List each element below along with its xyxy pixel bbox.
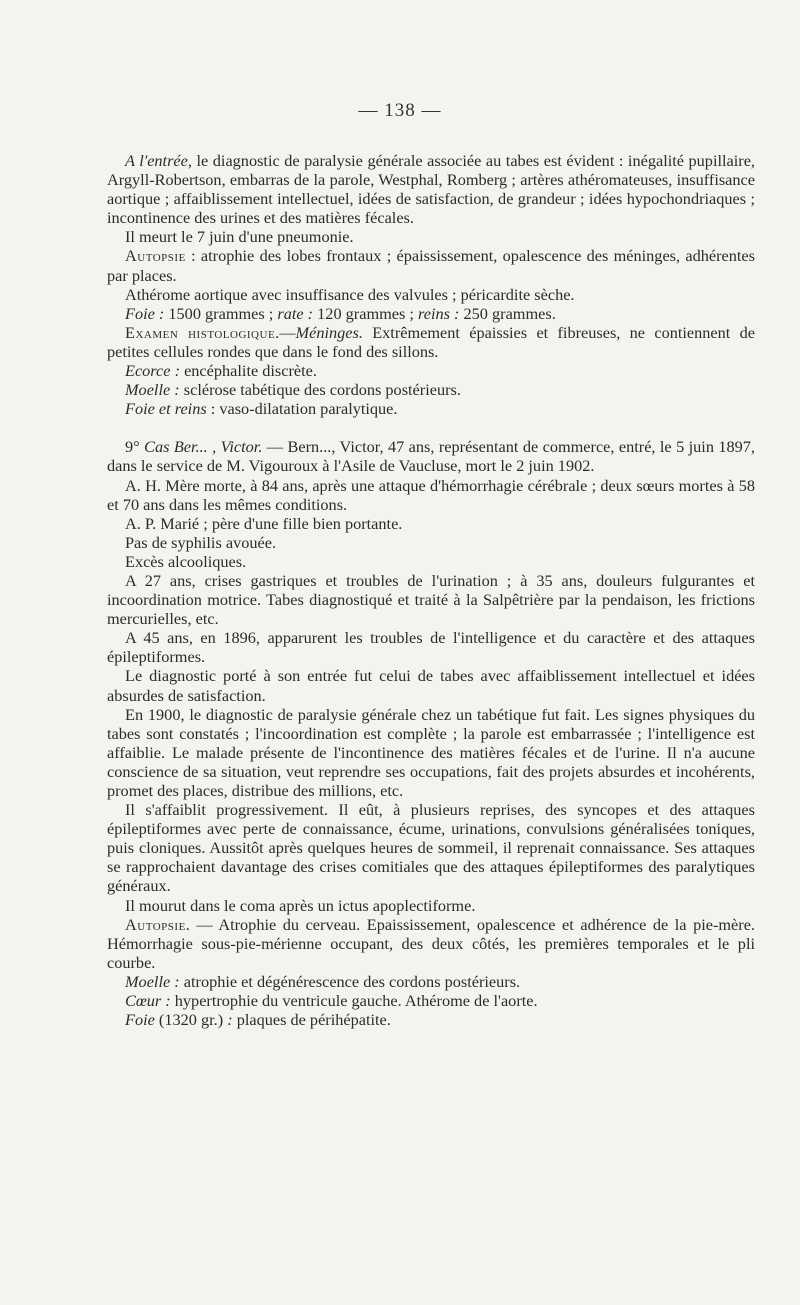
text-run: encéphalite discrète. bbox=[180, 361, 317, 381]
paragraph-p8 bbox=[107, 380, 755, 399]
text-run: hypertrophie du ventricule gauche. Athérome de l'aorte. bbox=[170, 991, 538, 1011]
italic-text: reins : bbox=[418, 303, 460, 323]
paragraph-p11 bbox=[107, 476, 755, 514]
paragraph-p2 bbox=[107, 227, 755, 246]
text-run: . — Atrophie du cerveau. Epaississement, opalescence et adhérence de la pie-mère. Hémorrhagie sous-pie-mérienne occupant, des deux côtés, les premières temporales et le pli courbe. bbox=[107, 914, 755, 972]
text-run: Excès alcooliques. bbox=[125, 551, 247, 571]
paragraph-p12 bbox=[107, 514, 755, 533]
paragraph-p16 bbox=[107, 628, 755, 666]
paragraph-p10 bbox=[107, 437, 755, 475]
paragraph-p24 bbox=[107, 1010, 755, 1029]
text-run: Le diagnostic porté à son entrée fut celui de tabes avec affaiblissement intellectuel et idées absurdes de satisfaction. bbox=[107, 666, 755, 705]
body-text bbox=[107, 151, 755, 1029]
text-run: 1500 grammes ; bbox=[164, 303, 278, 323]
paragraph-p22 bbox=[107, 972, 755, 991]
text-run: A. P. Marié ; père d'une fille bien portante. bbox=[125, 513, 403, 533]
italic-text: A l'entrée, bbox=[125, 151, 192, 170]
italic-text: : bbox=[227, 1010, 233, 1030]
text-run: — Bern..., Victor, 47 ans, représentant de commerce, entré, le 5 juin 1897, dans le service de M. Vigouroux à l'Asile de Vaucluse, mort le 2 juin 1902. bbox=[107, 437, 756, 476]
paragraph-p3 bbox=[107, 246, 755, 284]
paragraph-p21 bbox=[107, 915, 755, 972]
paragraph-p13 bbox=[107, 533, 755, 552]
paragraph-p4 bbox=[107, 285, 755, 304]
text-run: sclérose tabétique des cordons postérieurs. bbox=[179, 380, 461, 400]
italic-text: Foie et reins bbox=[125, 399, 207, 419]
text-run: : vaso-dilatation paralytique. bbox=[206, 399, 398, 419]
small-caps-heading: Examen histologique bbox=[125, 322, 276, 342]
text-run: 120 grammes ; bbox=[313, 303, 418, 323]
text-run: En 1900, le diagnostic de paralysie générale chez un tabétique fut fait. Les signes physiques du tabes sont constatés ; l'incoordination est complète ; la parole est embarrassée ; l'intelligence est affaiblie. Le malade présente de l'incontinence des matières fécales et de l'urine. Il n'a aucune conscience de sa situation, veut reprendre ses occupations, fait des projets absurdes et incohérents, promet des places, distribue des millions, etc. bbox=[107, 704, 755, 800]
paragraph-p6 bbox=[107, 323, 755, 361]
paragraph-p1 bbox=[107, 151, 755, 227]
small-caps-heading: Autopsie bbox=[125, 914, 186, 934]
text-run: Extrêmement épaissies et fibreuses, ne contiennent de petites cellules rondes que dans le fond des sillons. bbox=[107, 322, 755, 361]
text-run: Il meurt le 7 juin d'une pneumonie. bbox=[125, 227, 354, 247]
text-run: plaques de périhépatite. bbox=[232, 1010, 391, 1030]
small-caps-heading: Autopsie bbox=[125, 246, 186, 266]
text-run: Il mourut dans le coma après un ictus apoplectiforme. bbox=[125, 895, 476, 915]
italic-text: rate : bbox=[277, 303, 314, 323]
paragraph-p14 bbox=[107, 552, 755, 571]
italic-text: Cœur : bbox=[125, 991, 171, 1011]
paragraph-p18 bbox=[107, 705, 755, 800]
paragraph-p5 bbox=[107, 304, 755, 323]
text-run: : atrophie des lobes frontaux ; épaississement, opalescence des méninges, adhérentes par places. bbox=[107, 246, 755, 285]
italic-text: Ecorce : bbox=[125, 361, 180, 381]
text-run: 250 grammes. bbox=[459, 303, 556, 323]
italic-text: Cas Ber... , Victor. bbox=[144, 437, 263, 457]
text-run: Pas de syphilis avouée. bbox=[125, 532, 277, 552]
text-run: atrophie et dégénérescence des cordons postérieurs. bbox=[179, 971, 521, 991]
text-run: le diagnostic de paralysie générale associée au tabes est évident : inégalité pupillaire, Argyll-Robertson, embarras de la parole, Westphal, Romberg ; artères athéromateuses, insuffisance aortique ; affaiblissement intellectuel, idées de satisfaction, de grandeur ; idées hypochondriaques ; incontinence des urines et des matières fécales. bbox=[107, 151, 755, 228]
text-run: .— bbox=[275, 322, 296, 342]
paragraph-p20 bbox=[107, 896, 755, 915]
italic-text: Méninges. bbox=[295, 322, 363, 342]
page-number: — 138 — bbox=[358, 100, 442, 121]
italic-text: Moelle : bbox=[125, 380, 180, 400]
text-run: Il s'affaiblit progressivement. Il eût, à plusieurs reprises, des syncopes et des attaques épileptiformes avec perte de connaissance, écume, urinations, convulsions généralisées toniques, puis cloniques. Aussitôt après quelques heures de sommeil, il reprenait connaissance. Ses attaques se rapprochaient davantage des crises comitiales que des attaques épileptiformes des paralytiques généraux. bbox=[107, 800, 755, 896]
paragraph-p17 bbox=[107, 666, 755, 704]
text-run: Athérome aortique avec insuffisance des valvules ; péricardite sèche. bbox=[125, 284, 575, 304]
italic-text: Foie : bbox=[125, 303, 165, 323]
paragraph-p19 bbox=[107, 800, 755, 895]
paragraph-p9 bbox=[107, 399, 755, 418]
text-run: (1320 gr.) bbox=[154, 1010, 228, 1030]
text-run: A. H. Mère morte, à 84 ans, après une attaque d'hémorrhagie cérébrale ; deux sœurs mortes à 58 et 70 ans dans les mêmes conditions. bbox=[107, 475, 755, 514]
paragraph-p7 bbox=[107, 361, 755, 380]
italic-text: Moelle : bbox=[125, 971, 180, 991]
paragraph-p15 bbox=[107, 571, 755, 628]
text-run: A 27 ans, crises gastriques et troubles de l'urination ; à 35 ans, douleurs fulgurantes et incoordination motrice. Tabes diagnostiqué et traité à la Salpêtrière par la pendaison, les frictions mercurielles, etc. bbox=[107, 570, 755, 629]
text-run: A 45 ans, en 1896, apparurent les troubles de l'intelligence et du caractère et des attaques épileptiformes. bbox=[107, 628, 755, 667]
italic-text: Foie bbox=[125, 1010, 155, 1030]
paragraph-p23 bbox=[107, 991, 755, 1010]
text-run: 9° bbox=[125, 437, 145, 457]
